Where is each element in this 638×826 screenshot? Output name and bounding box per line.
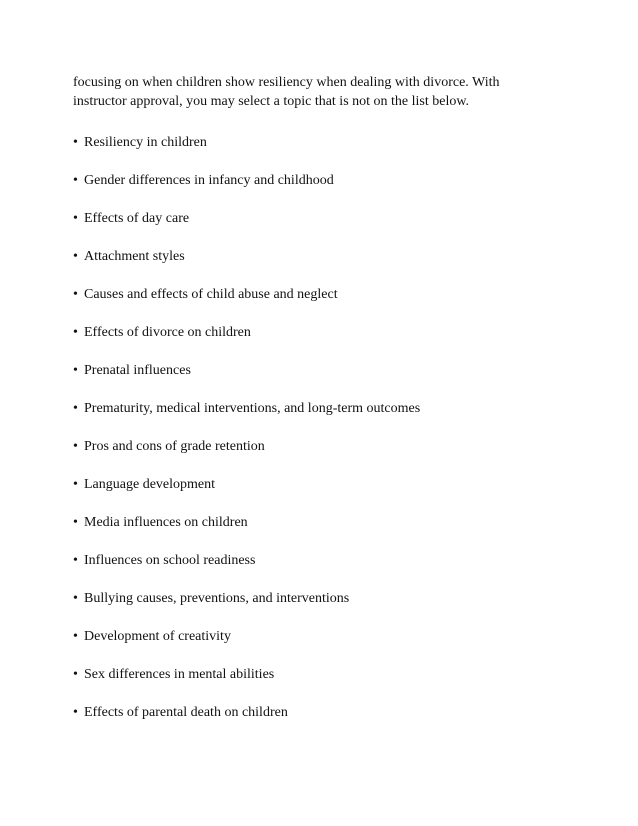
list-item: [73, 399, 420, 437]
bullet-icon: •: [73, 173, 78, 188]
intro-paragraph: [73, 73, 573, 111]
bullet-icon: •: [73, 401, 78, 416]
bullet-icon: •: [73, 515, 78, 530]
bullet-icon: •: [73, 439, 78, 454]
bullet-icon: •: [73, 363, 78, 378]
list-item-text: Language development: [84, 477, 216, 492]
list-item-text: Bullying causes, preventions, and interventions: [84, 591, 350, 606]
bullet-icon: •: [73, 667, 78, 682]
bullet-icon: •: [73, 705, 78, 720]
list-item: [73, 437, 420, 475]
list-item-text: Effects of parental death on children: [84, 705, 288, 720]
list-item-text: Influences on school readiness: [84, 553, 256, 568]
list-item-text: Media influences on children: [84, 515, 248, 530]
list-item: [73, 209, 420, 247]
list-item-text: Prenatal influences: [84, 363, 191, 378]
bullet-icon: •: [73, 135, 78, 150]
list-item: [73, 361, 420, 399]
bullet-icon: •: [73, 325, 78, 340]
intro-line-1: focusing on when children show resiliency when dealing with divorce. With: [73, 75, 500, 90]
bullet-icon: •: [73, 553, 78, 568]
list-item-text: Gender differences in infancy and childhood: [84, 173, 334, 188]
list-item-text: Resiliency in children: [84, 135, 207, 150]
list-item-text: Attachment styles: [84, 249, 185, 264]
list-item: [73, 589, 420, 627]
list-item: [73, 551, 420, 589]
list-item: [73, 703, 420, 741]
list-item-text: Development of creativity: [84, 629, 231, 644]
list-item: [73, 665, 420, 703]
bullet-icon: •: [73, 629, 78, 644]
list-item-text: Effects of divorce on children: [84, 325, 251, 340]
list-item: [73, 475, 420, 513]
bullet-icon: •: [73, 211, 78, 226]
list-item-text: Prematurity, medical interventions, and long-term outcomes: [84, 401, 421, 416]
list-item: [73, 323, 420, 361]
list-item: [73, 171, 420, 209]
list-item-text: Sex differences in mental abilities: [84, 667, 275, 682]
list-item: [73, 133, 420, 171]
list-item: [73, 513, 420, 551]
list-item: [73, 247, 420, 285]
list-item-text: Effects of day care: [84, 211, 190, 226]
intro-line-2: instructor approval, you may select a topic that is not on the list below.: [73, 94, 470, 109]
bullet-icon: •: [73, 287, 78, 302]
bullet-icon: •: [73, 477, 78, 492]
topic-list: [73, 133, 420, 741]
bullet-icon: •: [73, 591, 78, 606]
list-item: [73, 285, 420, 323]
list-item: [73, 627, 420, 665]
list-item-text: Causes and effects of child abuse and neglect: [84, 287, 338, 302]
bullet-icon: •: [73, 249, 78, 264]
list-item-text: Pros and cons of grade retention: [84, 439, 265, 454]
